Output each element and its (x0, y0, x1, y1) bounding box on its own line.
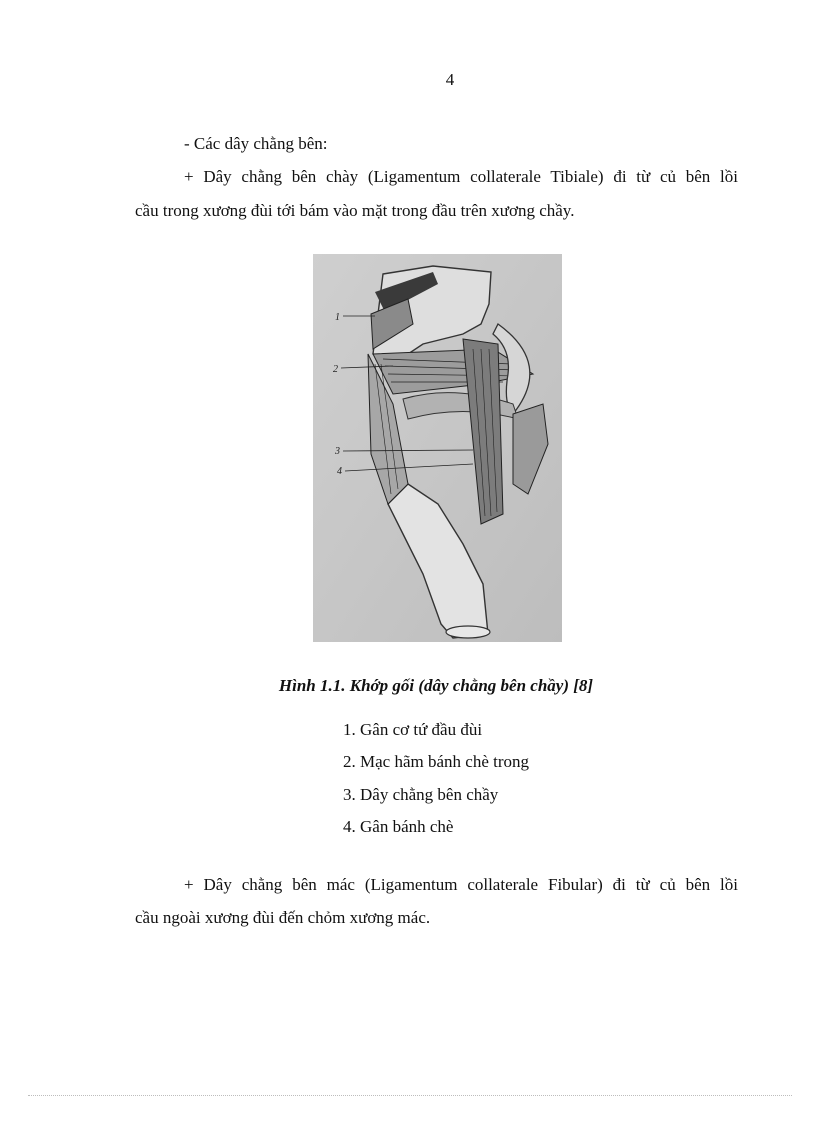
figure-caption: Hình 1.1. Khớp gối (dây chằng bên chầy) [8] (278, 676, 594, 695)
legend-item-4: 4. Gân bánh chè (343, 817, 454, 836)
legend-item-2: 2. Mạc hãm bánh chè trong (343, 752, 529, 771)
image-mark-3: 3 (335, 446, 340, 457)
page-bottom-rule (28, 1095, 792, 1096)
fibular-ligament-line-1: + Dây chằng bên mác (Ligamentum collaterale Fibular) đi từ củ bên lồi (184, 875, 738, 894)
tibial-ligament-line-1: + Dây chằng bên chày (Ligamentum collaterale Tibiale) đi từ củ bên lồi (184, 167, 738, 186)
page-number: 4 (445, 70, 455, 89)
legend-item-3: 3. Dây chằng bên chầy (343, 785, 499, 804)
knee-joint-illustration (313, 254, 562, 642)
image-mark-4: 4 (337, 466, 342, 477)
legend-item-1: 1. Gân cơ tứ đầu đùi (343, 720, 483, 739)
fibular-ligament-line-2: cầu ngoài xương đùi đến chỏm xương mác. (135, 908, 431, 927)
tibial-ligament-line-2: cầu trong xương đùi tới bám vào mặt trong đầu trên xương chầy. (135, 201, 575, 220)
image-mark-1: 1 (335, 312, 340, 323)
lateral-ligaments-heading: - Các dây chằng bên: (184, 134, 328, 153)
image-mark-2: 2 (333, 364, 338, 375)
